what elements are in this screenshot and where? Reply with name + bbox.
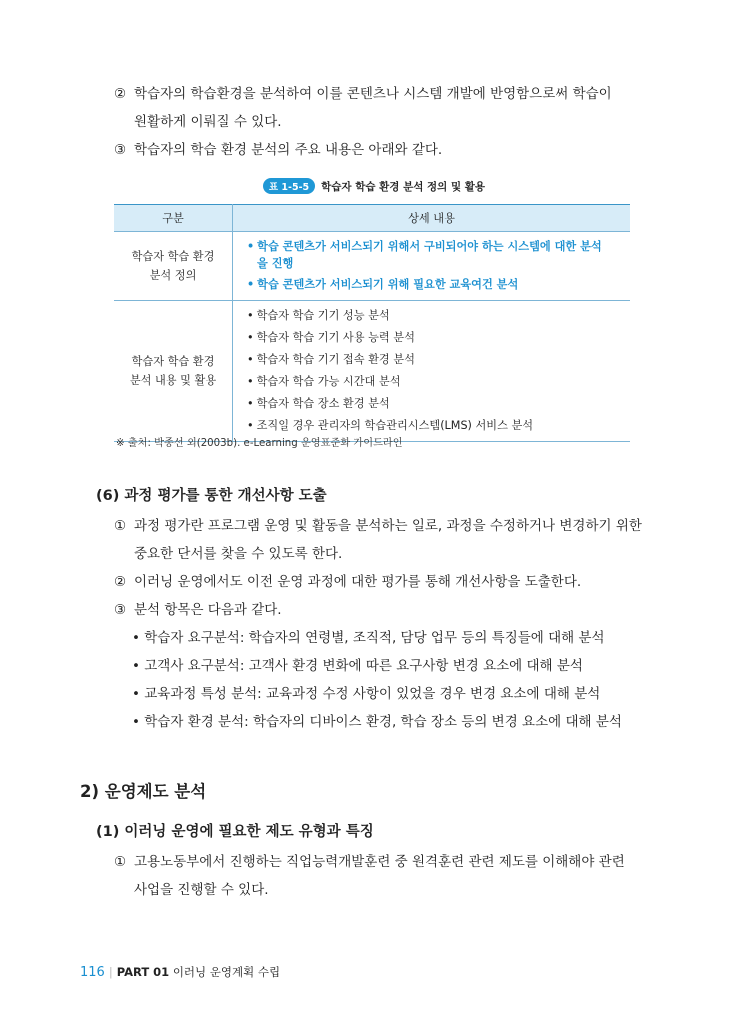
category-line: 학습자 학습 환경 — [131, 250, 215, 263]
detail-item-text: 학습자 학습 가능 시간대 분석 — [256, 375, 401, 388]
page-number: 116 — [80, 965, 105, 980]
chapter-heading: 2) 운영제도 분석 — [80, 782, 207, 801]
intro-item-3-text: 학습자의 학습 환경 분석의 주요 내용은 아래와 같다. — [134, 142, 443, 158]
detail-item — [233, 371, 630, 393]
analysis-table — [114, 204, 630, 442]
footer-part: PART 01 — [116, 965, 170, 979]
detail-item-text: 을 진행 — [257, 257, 294, 270]
table-row-category — [114, 301, 233, 442]
bullet-icon: • — [132, 630, 140, 646]
section6-item-1-line1: 과정 평가란 프로그램 운영 및 활동을 분석하는 일로, 과정을 수정하거나 변경하기 위한 — [134, 518, 642, 534]
detail-item — [233, 393, 630, 415]
bullet-icon: • — [132, 714, 140, 730]
detail-item-text: 조직일 경우 관리자의 학습관리시스템(LMS) 서비스 분석 — [256, 419, 534, 432]
detail-item-text: 학습 콘텐츠가 서비스되기 위해서 구비되어야 하는 시스템에 대한 분석 — [257, 240, 602, 253]
item-number: ③ — [114, 142, 127, 158]
detail-item-text: 학습자 학습 기기 사용 능력 분석 — [256, 331, 415, 344]
footer-divider: | — [108, 965, 113, 979]
table-row — [114, 301, 630, 442]
item-number: ① — [114, 518, 127, 534]
intro-item-2-line2: 원활하게 이뤄질 수 있다. — [134, 114, 282, 130]
detail-item-text: 학습자 학습 장소 환경 분석 — [256, 397, 390, 410]
intro-item-2 — [114, 80, 644, 136]
list-item-text: 학습자 요구분석: 학습자의 연령별, 조직적, 담당 업무 등의 특징들에 대해 분석 — [144, 630, 605, 646]
table-caption-badge: 표 1-5-5 — [263, 178, 315, 194]
list-item — [132, 680, 600, 708]
table-source-note: ※ 출처: 박종선 외(2003b). e-Learning 운영표준화 가이드라인 — [116, 438, 403, 449]
bullet-icon: • — [247, 331, 254, 344]
item-number: ① — [114, 854, 127, 870]
section6-item-1-line2: 중요한 단서를 찾을 수 있도록 한다. — [134, 546, 343, 562]
table-header-category: 구분 — [114, 205, 233, 232]
section6-item-2 — [114, 568, 644, 596]
bullet-icon: • — [247, 309, 254, 322]
category-line: 학습자 학습 환경 — [131, 355, 215, 368]
item-number: ② — [114, 86, 127, 102]
table-row-category — [114, 232, 233, 301]
table-caption — [0, 178, 748, 194]
list-item — [132, 708, 622, 736]
list-item — [132, 624, 605, 652]
table-header-row — [114, 205, 630, 232]
bullet-icon: • — [247, 419, 254, 432]
table-row-detail — [233, 232, 631, 301]
bullet-icon: • — [247, 375, 254, 388]
footer-title: 이러닝 운영계획 수립 — [172, 965, 281, 979]
page-footer — [80, 964, 280, 980]
detail-item-text: 학습자 학습 기기 접속 환경 분석 — [256, 353, 415, 366]
section6-item-3 — [114, 596, 644, 624]
intro-item-2-line1: 학습자의 학습환경을 분석하여 이를 콘텐츠나 시스템 개발에 반영함으로써 학습이 — [134, 86, 612, 102]
bullet-icon: • — [247, 397, 254, 410]
detail-item-text: 학습자 학습 기기 성능 분석 — [256, 309, 390, 322]
section6-item-1 — [114, 512, 644, 568]
bullet-icon: • — [132, 686, 140, 702]
section6-item-3-text: 분석 항목은 다음과 같다. — [134, 602, 282, 618]
category-line: 분석 내용 및 활용 — [129, 374, 217, 387]
detail-item — [233, 349, 630, 371]
item-number: ② — [114, 574, 127, 590]
detail-item — [233, 236, 630, 274]
table-caption-title: 학습자 학습 환경 분석 정의 및 활용 — [321, 181, 486, 193]
detail-item — [233, 327, 630, 349]
detail-item — [233, 274, 630, 296]
section6-item-2-text: 이러닝 운영에서도 이전 운영 과정에 대한 평가를 통해 개선사항을 도출한다. — [134, 574, 582, 590]
category-line: 분석 정의 — [149, 269, 197, 282]
bullet-icon: • — [247, 240, 255, 253]
section2-item-1-line2: 사업을 진행할 수 있다. — [134, 882, 269, 898]
section2-item-1 — [114, 848, 644, 904]
table-header-detail: 상세 내용 — [233, 205, 631, 232]
list-item-text: 학습자 환경 분석: 학습자의 디바이스 환경, 학습 장소 등의 변경 요소에 대해 분석 — [144, 714, 622, 730]
table-row-detail — [233, 301, 631, 442]
section2-item-1-line1: 고용노동부에서 진행하는 직업능력개발훈련 중 원격훈련 관련 제도를 이해해야 관련 — [134, 854, 625, 870]
bullet-icon: • — [132, 658, 140, 674]
bullet-icon: • — [247, 278, 255, 291]
section-heading: (6) 과정 평가를 통한 개선사항 도출 — [96, 488, 327, 504]
item-number: ③ — [114, 602, 127, 618]
list-item-text: 고객사 요구분석: 고객사 환경 변화에 따른 요구사항 변경 요소에 대해 분석 — [144, 658, 583, 674]
list-item — [132, 652, 583, 680]
detail-item — [233, 305, 630, 327]
detail-item-text: 학습 콘텐츠가 서비스되기 위해 필요한 교육여건 분석 — [257, 278, 519, 291]
intro-item-3 — [114, 136, 644, 164]
bullet-icon: • — [247, 353, 254, 366]
section-heading: (1) 이러닝 운영에 필요한 제도 유형과 특징 — [96, 824, 374, 840]
list-item-text: 교육과정 특성 분석: 교육과정 수정 사항이 있었을 경우 변경 요소에 대해 분석 — [144, 686, 601, 702]
table-row — [114, 232, 630, 301]
